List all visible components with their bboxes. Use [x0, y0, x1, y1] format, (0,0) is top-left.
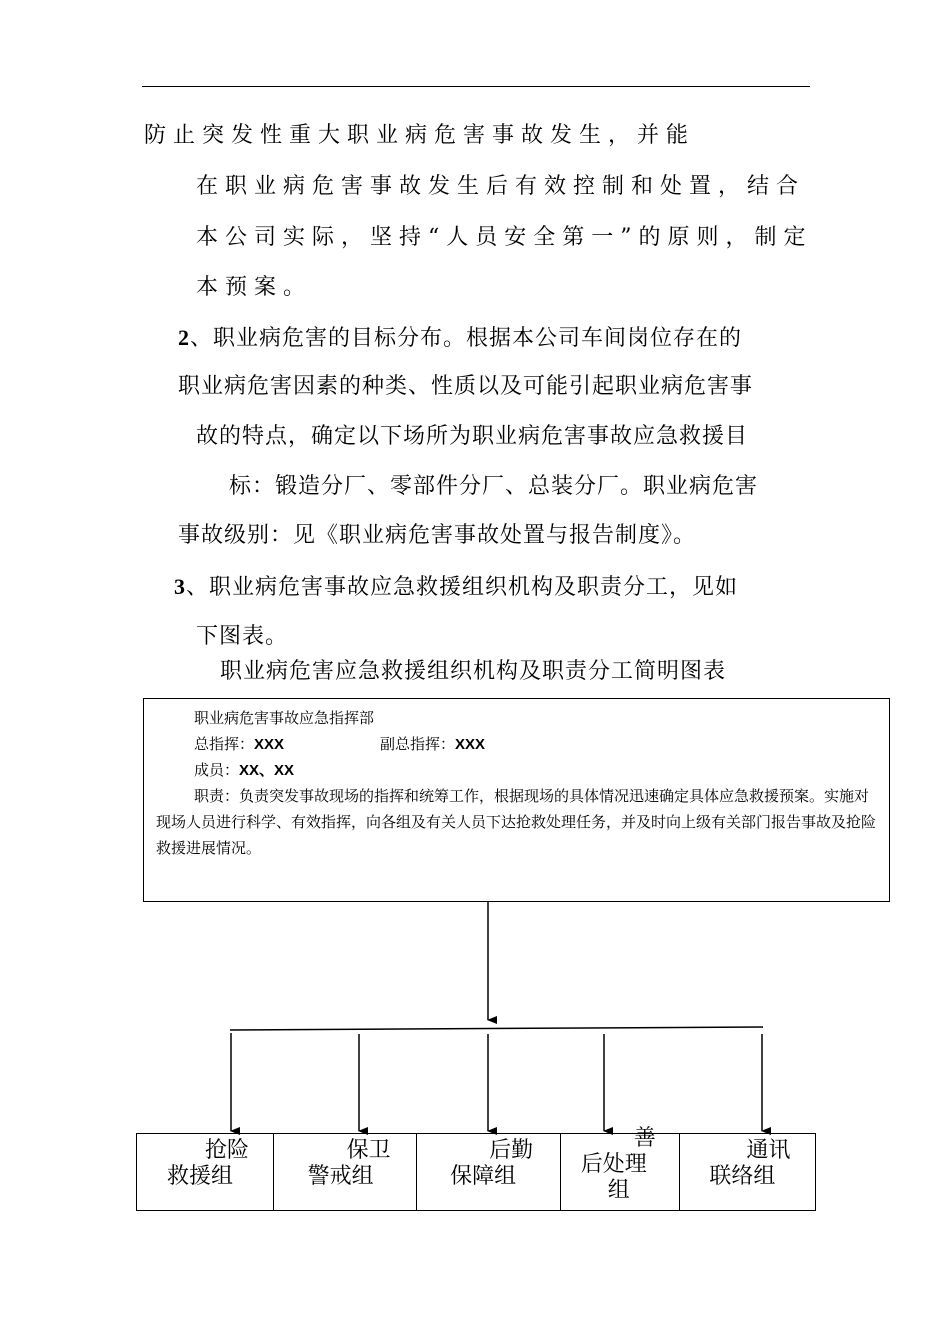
group-communication-line1: 通讯 — [746, 1138, 791, 1163]
paragraph-2-line-3: 故的特点，确定以下场所为职业病危害事故应急救援目 — [196, 424, 749, 449]
paragraph-1-line-4: 本预案。 — [196, 275, 313, 300]
paragraph-2-number: 2 — [178, 325, 190, 350]
group-security-line1: 保卫 — [346, 1138, 391, 1163]
paragraph-2-line-1-text: 、职业病危害的目标分布。根据本公司车间岗位存在的 — [190, 326, 743, 351]
paragraph-2-line-4: 标：锻造分厂、零部件分厂、总装分厂。职业病危害 — [229, 474, 759, 499]
paragraph-1-line-1: 防止突发性重大职业病危害事故发生，并能 — [144, 123, 696, 148]
paragraph-3-line-1-text: 、职业病危害事故应急救援组织机构及职责分工，见如 — [186, 575, 739, 600]
command-duty: 职责：负责突发事故现场的指挥和统筹工作，根据现场的具体情况迅速确定具体应急救援预案。实施对现场人员进行科学、有效指挥，向各组及有关人员下达抢救处理任务，并及时向上级有关部门报告事故及抢险救援进展情况。 — [156, 787, 877, 857]
paragraph-2-line-5: 事故级别：见《职业病危害事故处置与报告制度》。 — [178, 523, 697, 548]
paragraph-1-line-3: 本公司实际，坚持“人员安全第一”的原则，制定 — [196, 225, 813, 250]
group-communication-line2: 联络组 — [709, 1164, 776, 1189]
chief-value: XXX — [254, 736, 285, 753]
group-rescue-line2: 救援组 — [167, 1164, 234, 1189]
chart-title: 职业病危害应急救援组织机构及职责分工简明图表 — [220, 659, 727, 684]
group-logistics — [417, 1134, 561, 1210]
group-aftermath — [561, 1126, 681, 1210]
distribution-bar — [230, 1027, 763, 1030]
group-logistics-line1: 后勤 — [489, 1138, 534, 1163]
paragraph-3-number: 3 — [174, 574, 186, 599]
chief-label: 总指挥： — [194, 735, 255, 753]
group-security-line2: 警戒组 — [307, 1164, 374, 1189]
group-security — [274, 1134, 418, 1210]
group-aftermath-line2: 后处理 — [580, 1152, 647, 1177]
group-rescue-line1: 抢险 — [205, 1138, 250, 1163]
group-aftermath-line1: 善 — [633, 1126, 656, 1151]
members-value: XX、XX — [239, 762, 295, 779]
group-communication — [680, 1134, 815, 1210]
paragraph-1-line-2: 在职业病危害事故发生后有效控制和处置，结合 — [196, 174, 806, 199]
group-logistics-line2: 保障组 — [450, 1164, 517, 1189]
group-aftermath-line3: 组 — [607, 1178, 630, 1203]
command-center-name: 职业病危害事故应急指挥部 — [194, 709, 375, 727]
group-row — [136, 1126, 816, 1211]
paragraph-2-line-2: 职业病危害因素的种类、性质以及可能引起职业病危害事 — [178, 374, 754, 399]
members-label: 成员： — [194, 761, 240, 779]
paragraph-3-line-2: 下图表。 — [196, 624, 289, 649]
deputy-label: 副总指挥： — [380, 735, 456, 753]
deputy-value: XXX — [455, 736, 486, 753]
group-rescue — [137, 1134, 274, 1210]
